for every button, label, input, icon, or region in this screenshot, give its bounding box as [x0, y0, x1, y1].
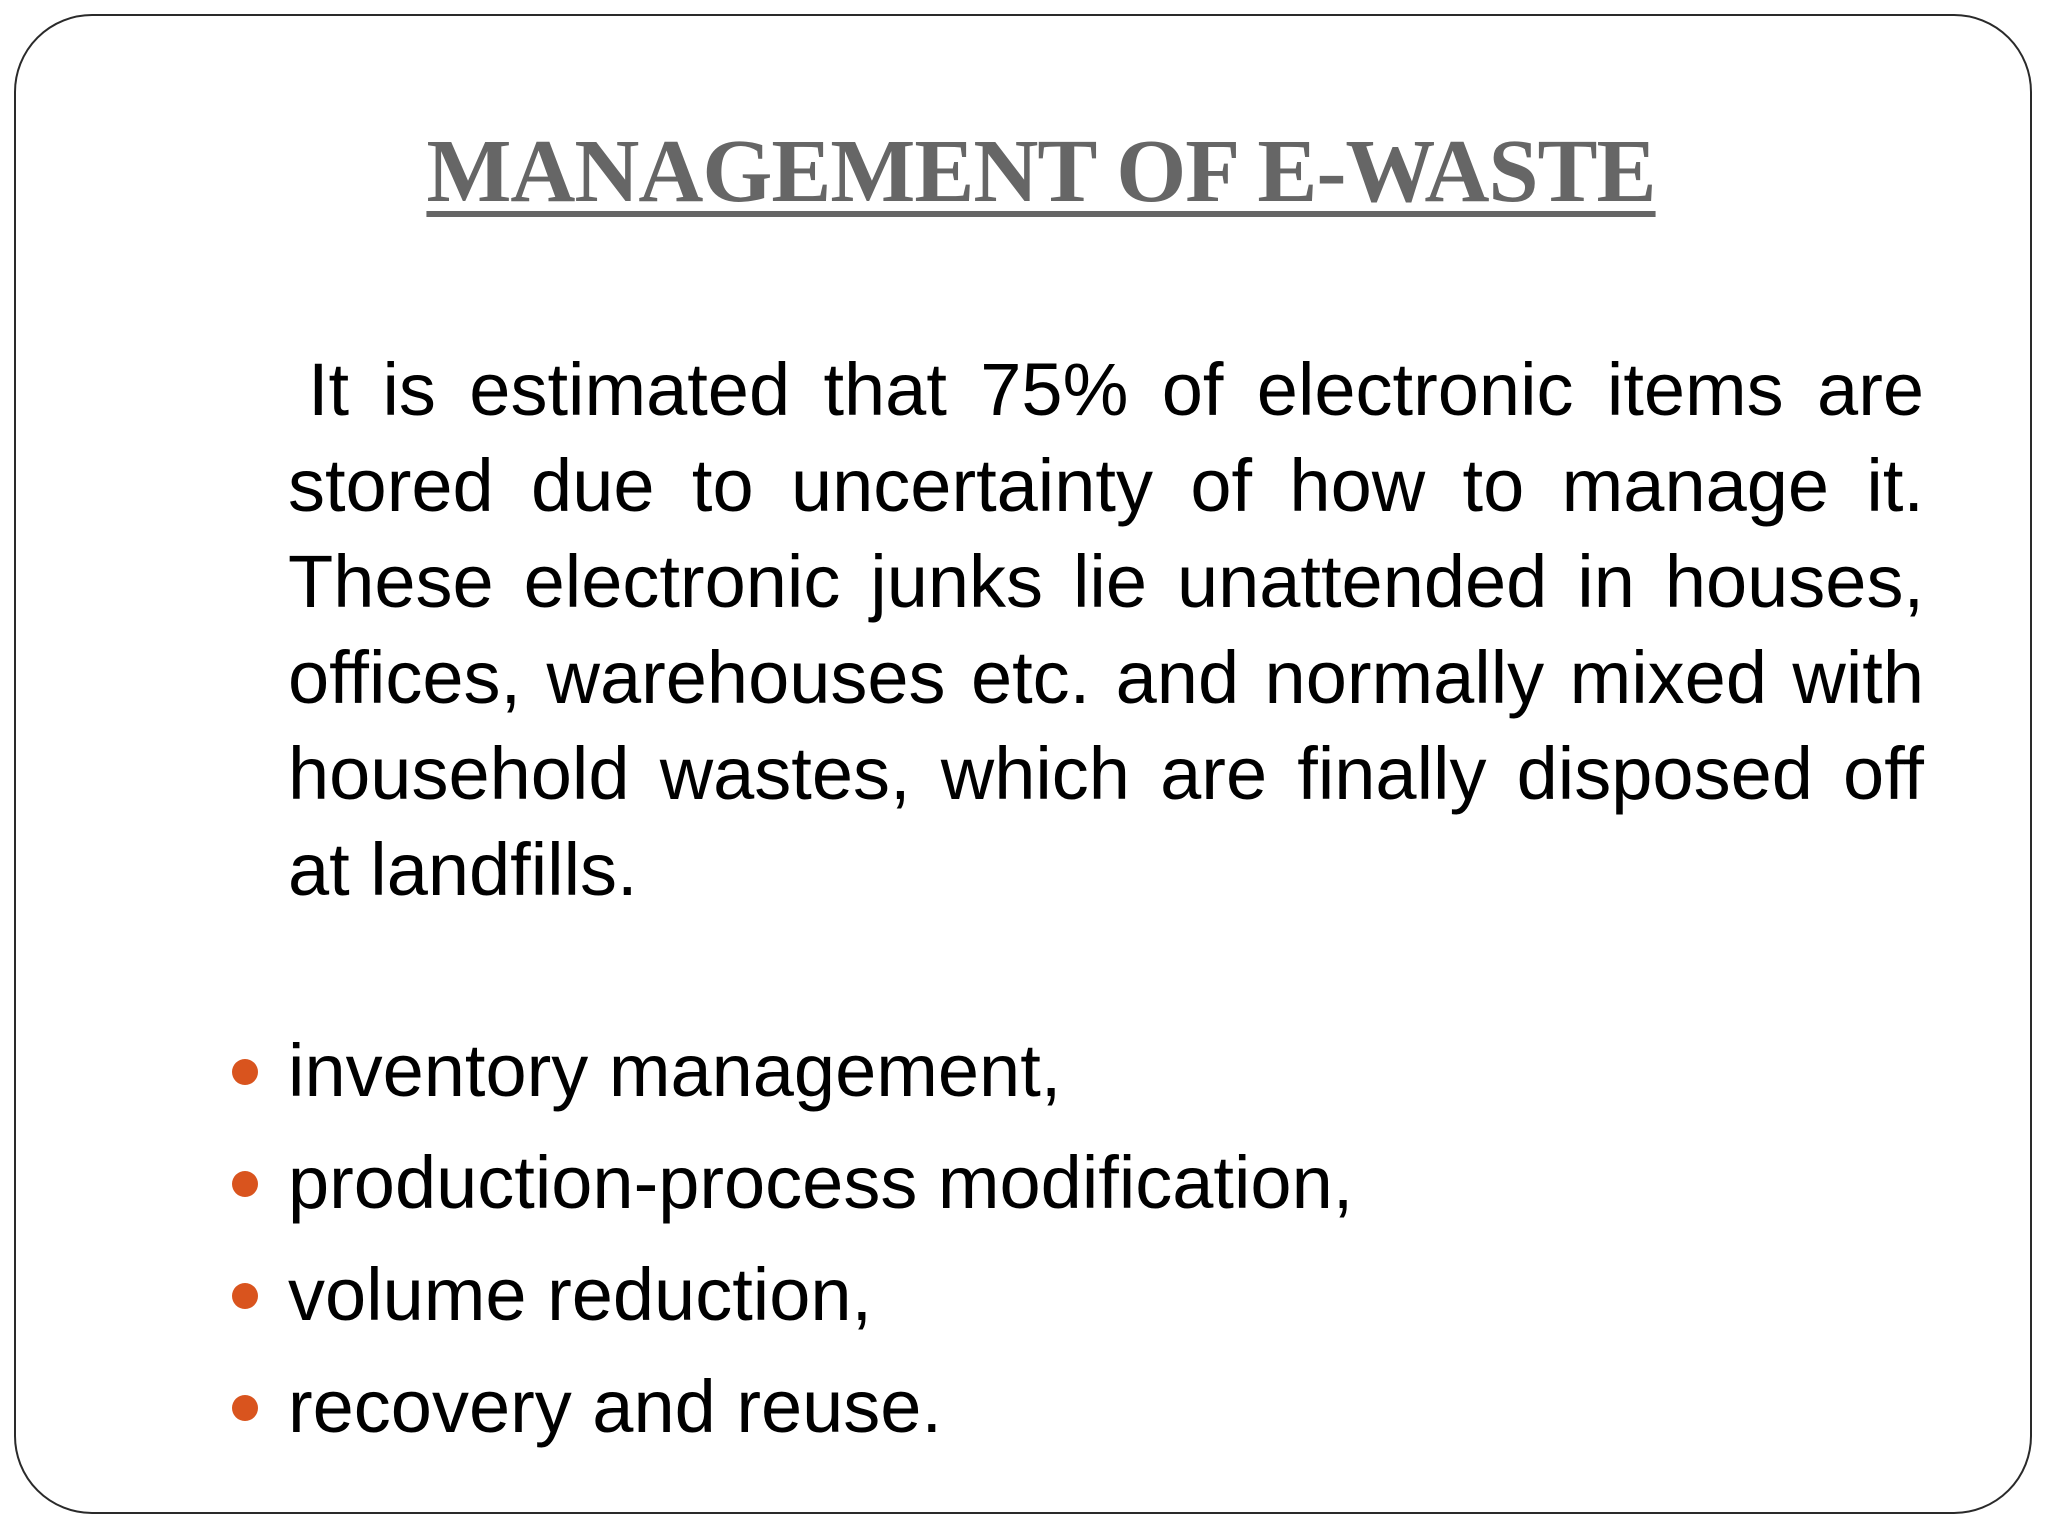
bullet-icon — [232, 1283, 258, 1309]
bullet-icon — [232, 1395, 258, 1421]
body-paragraph: It is estimated that 75% of electronic items are stored due to uncertainty of how to manage it. These electronic junks lie unattended in houses, offices, warehouses etc. and normally mixed with household wastes, which are finally disposed off at landfills. — [288, 348, 1924, 911]
slide-title: MANAGEMENT OF E-WASTE — [426, 122, 1656, 222]
bullet-list — [0, 1023, 2048, 1471]
bullet-text: volume reduction, — [288, 1253, 873, 1336]
bullet-text: production-process modification, — [288, 1141, 1354, 1224]
list-item — [0, 1023, 2048, 1135]
bullet-icon — [232, 1059, 258, 1085]
list-item — [0, 1247, 2048, 1359]
bullet-text: inventory management, — [288, 1029, 1062, 1112]
list-item — [0, 1359, 2048, 1471]
bullet-text: recovery and reuse. — [288, 1365, 943, 1448]
bullet-icon — [232, 1171, 258, 1197]
list-item — [0, 1135, 2048, 1247]
